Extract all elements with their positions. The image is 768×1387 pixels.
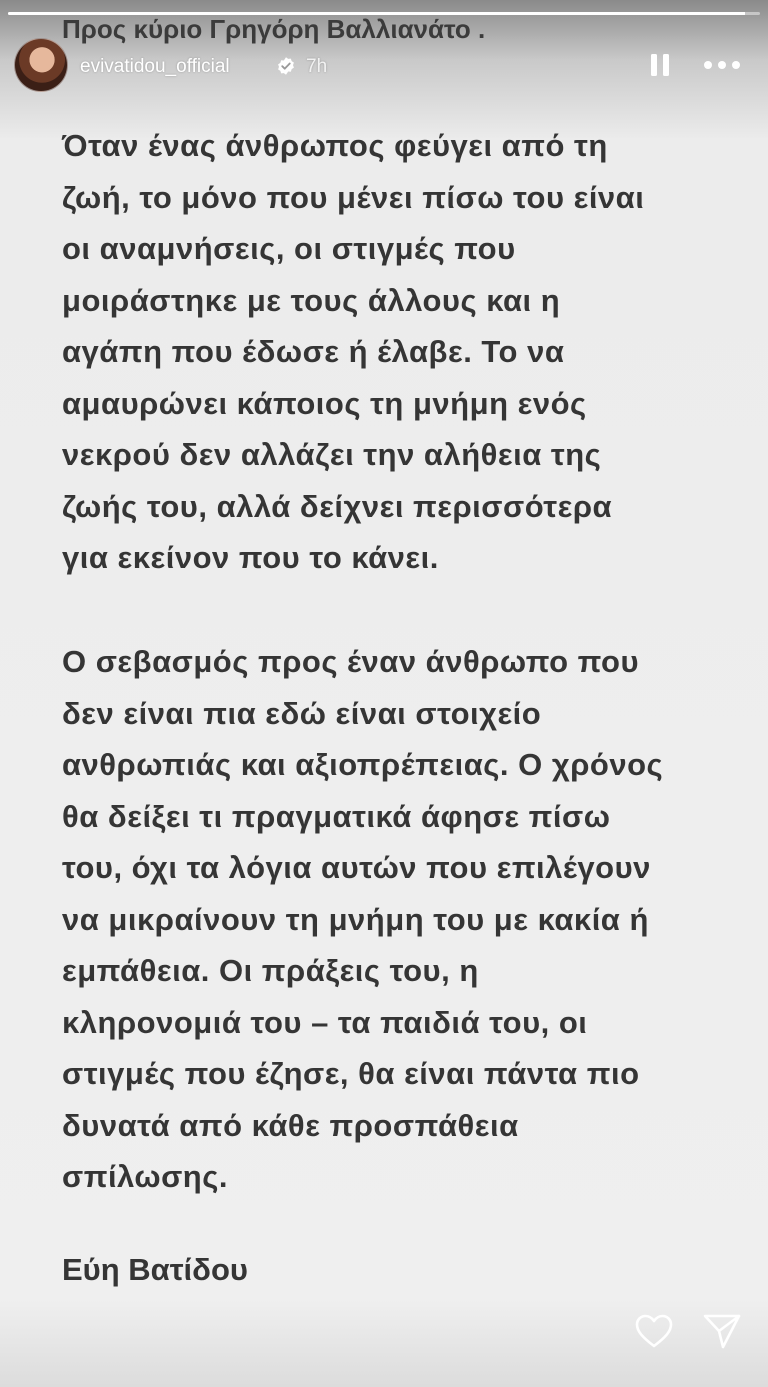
paragraph-line: για εκείνον που το κάνει.	[62, 540, 439, 575]
paragraph-line: ζωή, το μόνο που μένει πίσω του είναι	[62, 179, 645, 215]
paragraph-line: αγάπη που έδωσε ή έλαβε. Το να	[62, 334, 565, 369]
heart-icon[interactable]	[634, 1313, 674, 1349]
verified-badge-icon	[276, 56, 296, 76]
paragraph-line: θα δείξει τι πραγματικά άφησε πίσω	[62, 798, 611, 834]
paragraph-line: δεν είναι πια εδώ είναι στοιχείο	[62, 695, 542, 731]
paragraph-line: ζωής του, αλλά δείχνει περισσότερα	[62, 488, 613, 524]
paragraph-line: να μικραίνουν τη μνήμη του με κακία ή	[62, 901, 649, 937]
paragraph-line: νεκρού δεν αλλάζει την αλήθεια της	[62, 437, 602, 472]
paragraph-line: αμαυρώνει κάποιος τη μνήμη ενός	[62, 385, 587, 421]
more-options-icon[interactable]	[702, 54, 742, 76]
story-paragraph-2	[62, 636, 762, 1203]
username[interactable]: evivatidou_official	[80, 56, 230, 77]
send-icon[interactable]	[702, 1312, 742, 1350]
story-header-text: Προς κύριο Γρηγόρη Βαλλιανάτο .	[62, 14, 486, 44]
paragraph-line: σπίλωσης.	[62, 1159, 228, 1194]
paragraph-line: του, όχι τα λόγια αυτών που επιλέγουν	[62, 850, 651, 885]
paragraph-line: οι αναμνήσεις, οι στιγμές που	[62, 231, 516, 266]
paragraph-line: ανθρωπιάς και αξιοπρέπειας. Ο χρόνος	[62, 747, 664, 782]
paragraph-line: Ο σεβασμός προς έναν άνθρωπο που	[62, 644, 640, 679]
paragraph-line: εμπάθεια. Οι πράξεις του, η	[62, 953, 479, 988]
paragraph-line: δυνατά από κάθε προσπάθεια	[62, 1107, 519, 1143]
pause-icon[interactable]	[648, 52, 672, 78]
paragraph-line: Όταν ένας άνθρωπος φεύγει από τη	[62, 128, 608, 163]
post-time: 7h	[306, 56, 328, 77]
story-paragraph-1	[62, 120, 762, 584]
avatar[interactable]	[14, 38, 68, 92]
paragraph-line: κληρονομιά του – τα παιδιά του, οι	[62, 1004, 588, 1040]
paragraph-line: μοιράστηκε με τους άλλους και η	[62, 282, 561, 318]
paragraph-line: στιγμές που έζησε, θα είναι πάντα πιο	[62, 1056, 640, 1091]
story-signature: Εύη Βατίδου	[62, 1252, 248, 1287]
